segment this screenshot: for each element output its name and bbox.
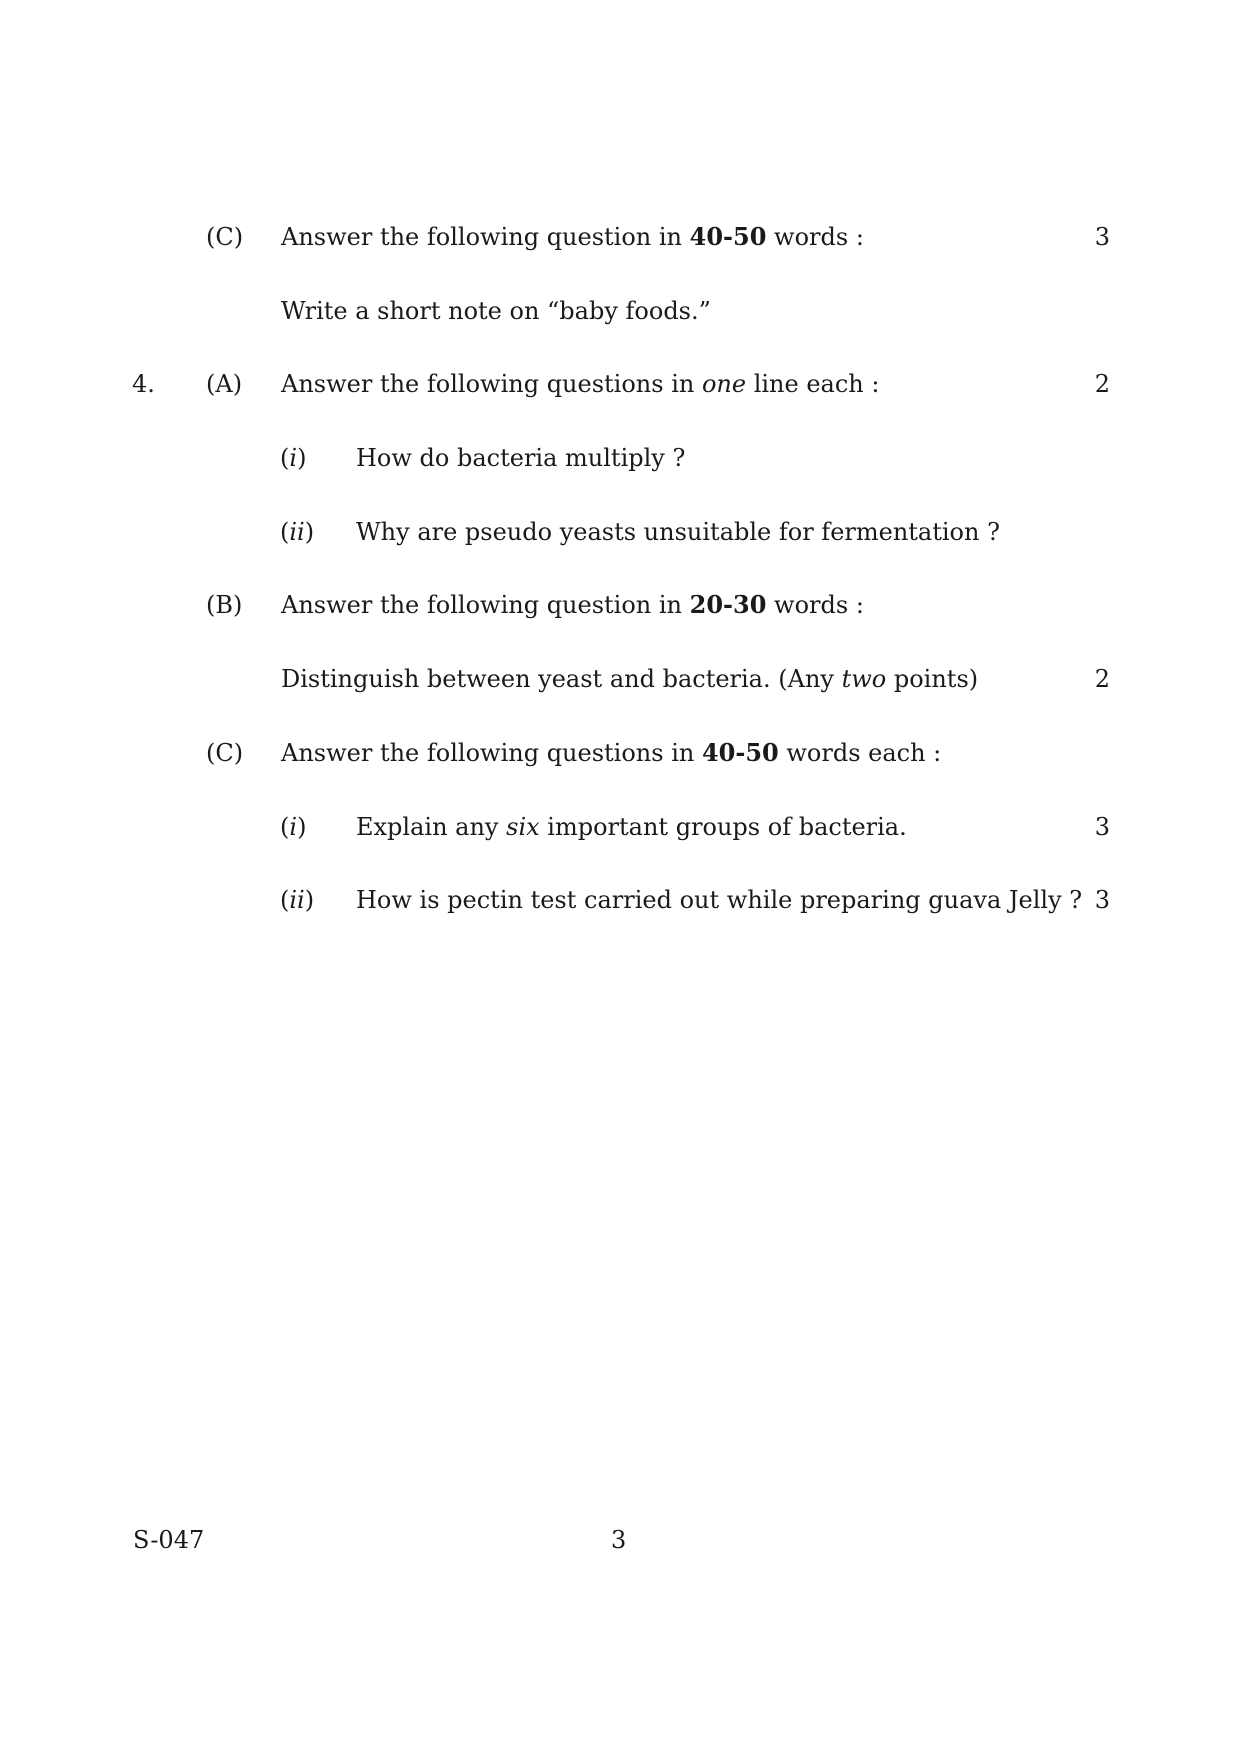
q3c-question: Write a short note on “baby foods.” [281,297,711,325]
q4c-item-marks: 3 [1094,813,1110,841]
page-number: 3 [611,1526,627,1554]
q4c-instruction: Answer the following questions in 40-50 words each : [281,738,942,767]
q4b-instruction: Answer the following question in 20-30 words : [281,590,864,619]
q4a-item-label: (ii) [280,518,315,546]
q4b-question: Distinguish between yeast and bacteria. (Any two points) [281,665,979,693]
q4-number: 4. [132,370,155,398]
q4c-item-text: Explain any six important groups of bacteria. [356,813,907,841]
q4a-marks: 2 [1094,370,1110,398]
q4b-label: (B) [206,591,243,619]
q4c-item-text: How is pectin test carried out while preparing guava Jelly ? [356,886,1083,914]
q3c-instruction: Answer the following question in 40-50 words : [281,222,864,251]
q4a-item-label: (i) [280,444,307,472]
q4c-item-label: (ii) [280,886,315,914]
q4a-item-text: How do bacteria multiply ? [356,444,686,472]
q3c-marks: 3 [1094,223,1110,251]
q3c-label: (C) [206,223,244,251]
q4c-item-marks: 3 [1094,886,1110,914]
q4a-instruction: Answer the following questions in one line each : [281,370,880,398]
q4c-label: (C) [206,739,244,767]
q4a-label: (A) [206,370,243,398]
q4a-item-text: Why are pseudo yeasts unsuitable for fermentation ? [356,518,1000,546]
q4b-marks: 2 [1094,665,1110,693]
q4c-item-label: (i) [280,813,307,841]
paper-code: S-047 [133,1526,205,1554]
